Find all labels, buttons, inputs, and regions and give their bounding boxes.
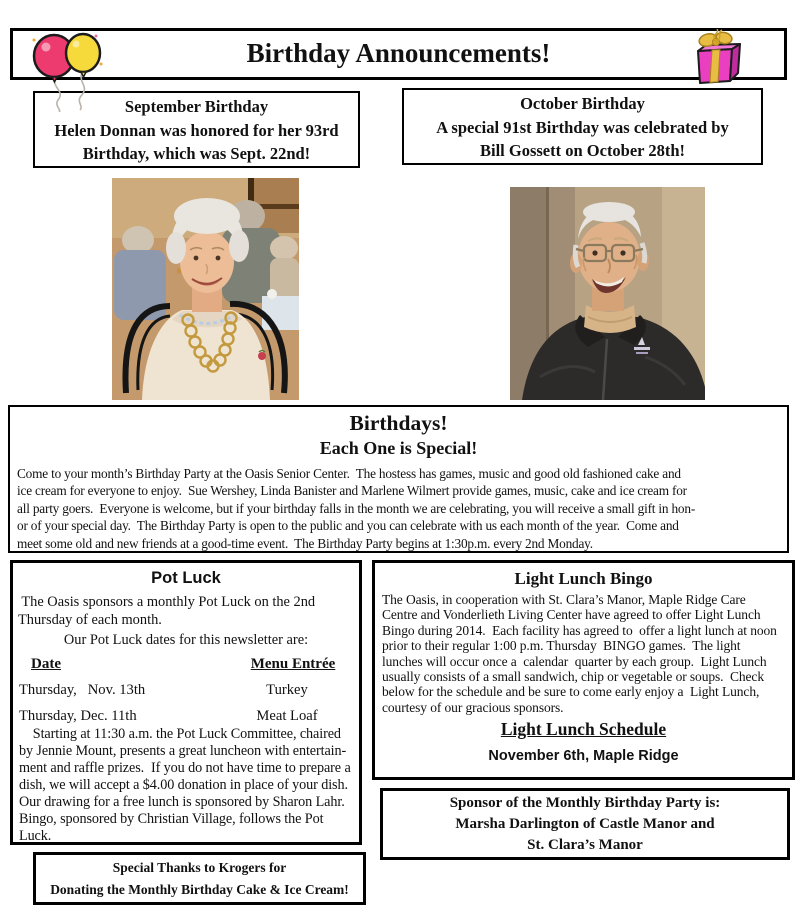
pot-luck-body-line: dish, we will accept a $4.00 donation in place of your dish. xyxy=(19,777,348,793)
light-lunch-body-line: The Oasis, in cooperation with St. Clara’s Manor, Maple Ridge Care xyxy=(382,592,746,607)
pot-luck-body-line: by Jennie Mount, presents a great luncheon with entertain- xyxy=(19,743,347,759)
light-lunch-body-line: lunches will occur once a calendar quarter by each group. Light Lunch xyxy=(382,653,767,669)
birthdays-body-line: meet some old and new friends at a good-time event. The Birthday Party begins at 1:30p.m. every 2nd Monday. xyxy=(17,535,593,551)
light-lunch-bingo-section xyxy=(372,560,795,780)
pot-luck-body-line: Our drawing for a free lunch is sponsored by Sharon Lahr. xyxy=(19,794,345,810)
birthdays-body-line: Come to your month’s Birthday Party at the Oasis Senior Center. The hostess has games, music and good old fashioned cake and xyxy=(17,466,681,481)
light-lunch-body-line: Centre and Vonderlieth Living Center have agreed to offer Light Lunch xyxy=(382,607,761,623)
pot-luck-body-line: Luck. xyxy=(19,828,52,844)
pot-luck-body xyxy=(19,726,357,845)
pot-luck-date: Thursday, Dec. 11th xyxy=(19,708,137,724)
birthdays-body xyxy=(10,465,787,552)
page-title: Birthday Announcements! xyxy=(246,38,551,68)
helen-donnan-photo-illustration xyxy=(112,178,299,400)
light-lunch-body-line: courtesy of our gracious sponsors. xyxy=(382,699,564,715)
sponsor-line: St. Clara’s Manor xyxy=(527,837,643,853)
pot-luck-table-header xyxy=(13,656,359,673)
birthdays-title: Birthdays! xyxy=(349,411,448,435)
balloons-icon-svg xyxy=(26,30,110,112)
pot-luck-entree: Meat Loaf xyxy=(256,708,318,724)
light-lunch-body xyxy=(382,592,789,715)
pot-luck-section xyxy=(10,560,362,845)
gift-icon-svg xyxy=(686,29,748,87)
header-banner xyxy=(10,28,787,80)
gift-icon xyxy=(686,29,748,87)
birthdays-subtitle: Each One is Special! xyxy=(319,438,478,458)
birthdays-body-line: ice cream for everyone to enjoy. Sue Wershey, Linda Banister and Marlene Wilmert provide games, music, cake and ice cream for xyxy=(17,483,687,499)
september-line: Birthday, which was Sept. 22nd! xyxy=(82,144,311,163)
thanks-line: Special Thanks to Krogers for xyxy=(112,860,287,875)
birthdays-section xyxy=(8,405,789,553)
sponsor-line: Sponsor of the Monthly Birthday Party is: xyxy=(449,795,721,811)
special-thanks-box xyxy=(33,852,366,905)
october-line: Bill Gossett on October 28th! xyxy=(479,141,686,160)
pot-luck-table-row xyxy=(13,708,359,725)
october-title: October Birthday xyxy=(520,94,645,113)
pot-luck-title: Pot Luck xyxy=(151,569,221,587)
october-birthday-photo xyxy=(510,187,705,400)
pot-luck-body-line: ment and raffle prizes. If you do not have time to prepare a xyxy=(19,760,351,776)
september-birthday-photo xyxy=(112,178,299,400)
light-lunch-schedule-title: Light Lunch Schedule xyxy=(500,719,667,739)
entree-column-header: Menu Entrée xyxy=(250,656,336,672)
pot-luck-table-row xyxy=(13,682,359,699)
pot-luck-body-line: Bingo, sponsored by Christian Village, follows the Pot xyxy=(19,811,324,827)
pot-luck-date: Thursday, Nov. 13th xyxy=(19,682,146,698)
light-lunch-body-line: Bingo during 2014. Each facility has agreed to offer a light lunch at noon xyxy=(382,622,777,638)
balloons-icon xyxy=(26,30,110,112)
date-column-header: Date xyxy=(31,656,61,672)
light-lunch-body-line: usually consists of a small sandwich, chip or vegetable or soups. Check xyxy=(382,669,764,685)
pot-luck-dates-heading: Our Pot Luck dates for this newsletter are: xyxy=(63,632,309,648)
pot-luck-intro-line: The Oasis sponsors a monthly Pot Luck on the 2nd xyxy=(18,594,316,610)
bill-gossett-photo-illustration xyxy=(510,187,705,400)
light-lunch-schedule-entry: November 6th, Maple Ridge xyxy=(488,748,679,764)
thanks-line: Donating the Monthly Birthday Cake & Ice Cream! xyxy=(50,882,349,897)
light-lunch-title: Light Lunch Bingo xyxy=(514,569,653,588)
october-line: A special 91st Birthday was celebrated by xyxy=(436,117,729,137)
sponsor-line: Marsha Darlington of Castle Manor and xyxy=(455,816,715,832)
birthdays-body-line: or of your special day. The Birthday Party is open to the public and you can celebrate with us each month of the year. Come and xyxy=(17,518,679,534)
pot-luck-intro xyxy=(18,594,356,629)
september-line: Helen Donnan was honored for her 93rd xyxy=(54,120,339,140)
birthdays-body-line: all party goers. Everyone is welcome, but if your birthday falls in the month we are celebrating, you will receive a small gift in hon- xyxy=(17,500,696,516)
light-lunch-body-line: below for the schedule and be sure to come early enjoy a Light Lunch, xyxy=(382,684,760,700)
pot-luck-intro-line: Thursday of each month. xyxy=(18,611,162,628)
october-announcement-box xyxy=(402,88,763,165)
sponsor-box xyxy=(380,788,790,860)
september-title: September Birthday xyxy=(124,97,269,116)
pot-luck-body-line: Starting at 11:30 a.m. the Pot Luck Committee, chaired xyxy=(19,726,341,742)
light-lunch-body-line: prior to their regular 1:00 p.m. Thursday BINGO games. The light xyxy=(382,638,741,654)
pot-luck-entree: Turkey xyxy=(266,682,308,698)
